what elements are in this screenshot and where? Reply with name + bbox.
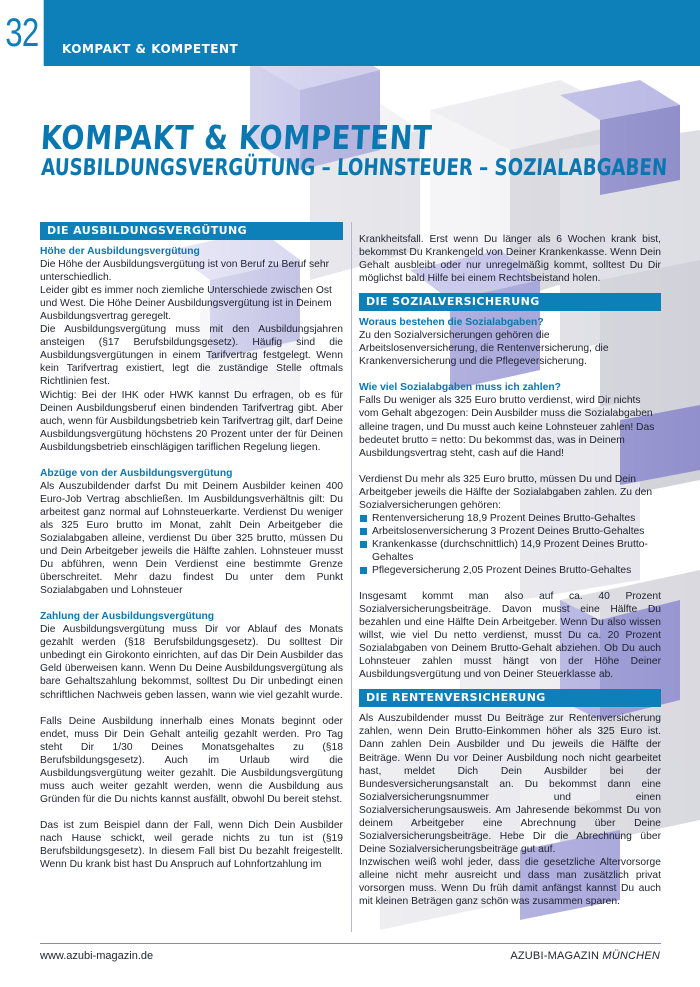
website-link[interactable]: www.azubi-magazin.de — [40, 950, 154, 962]
paragraph: Falls Deine Ausbildung innerhalb eines Monats beginnt oder endet, muss Dir Dein Gehalt anteilig gezahlt werden. Pro Tag steht Dir 1/30 Deines Monatsgehaltes zu (§18 Berufsbildungsgesetz). Auch im Urlaub wird die Ausbildungsvergütung weiter gezahlt. Die Ausbildungsvergütung muss auch weiter gezahlt werden, wenn die Ausbildung aus Gründen für die Du nichts kannst ausfällt, obwohl Du bereit stehst. — [40, 715, 343, 805]
subheading: Höhe der Ausbildungsvergütung — [40, 246, 200, 257]
left-column — [40, 222, 343, 871]
paragraph: Die Ausbildungsvergütung muss mit den Ausbildungsjahren ansteigen (§17 Berufsbildungsgesetz). Häufig sind die Ausbildungsvergütungen in einem Tarifvertrag festgelegt. Wenn kein Tarifvertrag existiert, legt die zuständige Stelle oftmals Richtlinien fest. — [40, 324, 343, 388]
footer-rule — [40, 943, 661, 944]
insurance-list — [359, 512, 661, 577]
paragraph: Krankheitsfall. Erst wenn Du länger als 6 Wochen krank bist, bekommst Du Krankengeld von Deiner Krankenkasse. Wenn Dein Gehalt ausbleibt oder nur unregelmäßig kommt, solltest Du Dir möglichst bald Hilfe bei einem Rechtsbeistand holen. — [359, 234, 661, 285]
subheading: Woraus bestehen die Sozialabgaben? — [359, 317, 544, 329]
right-column — [359, 233, 661, 908]
paragraph: Als Auszubildender darfst Du mit Deinem Ausbilder keinen 400 Euro-Job Vertrag abschließen. Im Ausbildungsverhältnis gilt: Du arbeitest ganz normal auf Lohnsteuerkarte. Verdienst Du weniger als 325 Euro brutto im Monat, zahlt Dein Arbeitgeber die Sozialabgaben alleine, verdienst Du über 325 brutto, müssen Du und Dein Arbeitgeber jeweils die Hälfte zahlen. Lohnsteuer musst Du abführen, wenn Dein Verdienst eine bestimmte Grenze überschreitet. Mehr dazu findest Du unter dem Punkt Sozialabgaben und Lohnsteuer — [40, 480, 343, 597]
bullet-square-icon — [360, 567, 367, 574]
page-subtitle: AUSBILDUNGSVERGÜTUNG – LOHNSTEUER – SOZIALABGABEN — [40, 155, 668, 181]
section-heading-rentenversicherung: DIE RENTENVERSICHERUNG — [359, 689, 661, 707]
paragraph: Leider gibt es immer noch ziemliche Unterschiede zwischen Ost und West. Die Höhe Deiner Ausbildungsvergütung ist in Deinem Ausbildungsvertrag geregelt. — [40, 285, 332, 323]
subheading: Wie viel Sozialabgaben muss ich zahlen? — [359, 382, 561, 394]
paragraph: Insgesamt kommt man also auf ca. 40 Prozent Sozialversicherungsbeiträge. Davon musst eine Hälfte Du bezahlen und eine Hälfte Dein Arbeitgeber. Wenn Du also wissen willst, wie viel Du netto verdienst, musst Du ca. 20 Prozent Sozialabgaben von Deinem Brutto-Gehalt abziehen. Ob Du auch Lohnsteuer zahlen musst hängt von der Höhe Deiner Ausbildungsvergütung und von Deiner Steuerklasse ab. — [359, 591, 661, 681]
section-label: KOMPAKT & KOMPETENT — [62, 42, 239, 56]
page-number: 32 — [0, 0, 44, 66]
list-item: Rentenversicherung 18,9 Prozent Deines Brutto-Gehaltes — [359, 512, 661, 525]
magazine-name: AZUBI-MAGAZIN MÜNCHEN — [510, 950, 660, 962]
page-title: KOMPAKT & KOMPETENT — [39, 118, 434, 157]
list-item: Arbeitslosenversicherung 3 Prozent Deines Brutto-Gehaltes — [359, 525, 661, 538]
subheading: Zahlung der Ausbildungsvergütung — [40, 611, 215, 623]
paragraph: Die Ausbildungsvergütung muss Dir vor Ablauf des Monats gezahlt werden (§18 Berufsbildungsgesetz). Du solltest Dir unbedingt ein Girokonto einrichten, auf das Dir Dein Ausbilder das Geld überweisen kann. Wenn Du Deine Ausbildungsvergütung als bare Gehaltszahlung bekommst, solltest Du Dir unbedingt einen schriftlichen Nachweis geben lassen, wann wie viel gezahlt wurde. — [40, 624, 343, 701]
section-heading-sozialversicherung: DIE SOZIALVERSICHERUNG — [359, 293, 661, 311]
paragraph: Die Höhe der Ausbildungsvergütung ist von Beruf zu Beruf sehr unterschiedlich. — [40, 259, 330, 284]
city-name: MÜNCHEN — [602, 950, 660, 962]
paragraph: Wichtig: Bei der IHK oder HWK kannst Du erfragen, ob es für Deinen Ausbildungsberuf einen bindenden Tarifvertrag gibt. Aber auch, wenn für Ausbildungsbetrieb kein Tarifvertrag gilt, darf Deine Ausbildungsvergütung höchstens 20 Prozent unter der für Deinen Ausbildungsbetrieb einschlägigen tariflichen Regelung liegen. — [40, 389, 343, 453]
paragraph: Inzwischen weiß wohl jeder, dass die gesetzliche Altervorsorge alleine nicht mehr ausreicht und dass man zusätzlich privat vorsorgen muss. Wenn Du früh damit anfängst kannst Du auch mit kleinen Beträgen ganz schön was zusammen sparen. — [359, 856, 661, 908]
column-divider — [351, 222, 352, 932]
section-heading-ausbildungsverguetung: DIE AUSBILDUNGSVERGÜTUNG — [40, 222, 343, 240]
bullet-square-icon — [360, 541, 367, 548]
paragraph: Falls Du weniger als 325 Euro brutto verdienst, wird Dir nichts vom Gehalt abgezogen: Dein Ausbilder muss die Sozialabgaben alleine tragen, und Du musst auch keine Lohnsteuer zahlen! Das bedeutet brutto = netto: Du bekommst das, was in Deinem Ausbildungsvertrag steht, cash auf die Hand! — [359, 395, 655, 459]
list-item: Pflegeversicherung 2,05 Prozent Deines Brutto-Gehaltes — [359, 564, 661, 577]
subheading: Abzüge von der Ausbildungsvergütung — [40, 467, 233, 479]
bullet-square-icon — [360, 528, 367, 535]
paragraph: Zu den Sozialversicherungen gehören die Arbeitslosenversicherung, die Rentenversicherung, die Krankenversicherung und die Pflegeversicherung. — [359, 330, 609, 368]
paragraph: Als Auszubildender musst Du Beiträge zur Rentenversicherung zahlen, wenn Dein Brutto-Einkommen höher als 325 Euro ist. Dann zahlen Dein Ausbilder und Du jeweils die Hälfte der Beiträge. Wenn Du vor Deiner Ausbildung noch nicht gearbeitet hast, meldet Dich Dein Ausbilder bei der Bundesversicherungsanstalt an. Du bekommst dann eine Sozialversicherungsnummer und einen Sozialversicherungsausweis. Am Jahresende bekommst Du von deinem Arbeitgeber eine Abrechnung über Deine Sozialversicherungsbeiträge. Hebe Dir die Abrechnung über Deine Sozialversicherungsbeiträge gut auf. — [359, 713, 661, 855]
bullet-square-icon — [360, 515, 367, 522]
list-item: Krankenkasse (durchschnittlich) 14,9 Prozent Deines Brutto-Gehaltes — [359, 538, 661, 564]
paragraph: Verdienst Du mehr als 325 Euro brutto, müssen Du und Dein Arbeitgeber jeweils die Hälfte der Sozialabgaben zahlen. Zu den Sozialversicherungen gehören: — [359, 473, 653, 511]
paragraph: Das ist zum Beispiel dann der Fall, wenn Dich Dein Ausbilder nach Hause schickt, weil gerade nichts zu tun ist (§19 Berufsbildungsgesetz). In diesem Fall bist Du bezahlt freigestellt. Wenn Du krank bist hast Du Anspruch auf Lohnfortzahlung im — [40, 819, 343, 871]
header-bar — [0, 0, 700, 66]
